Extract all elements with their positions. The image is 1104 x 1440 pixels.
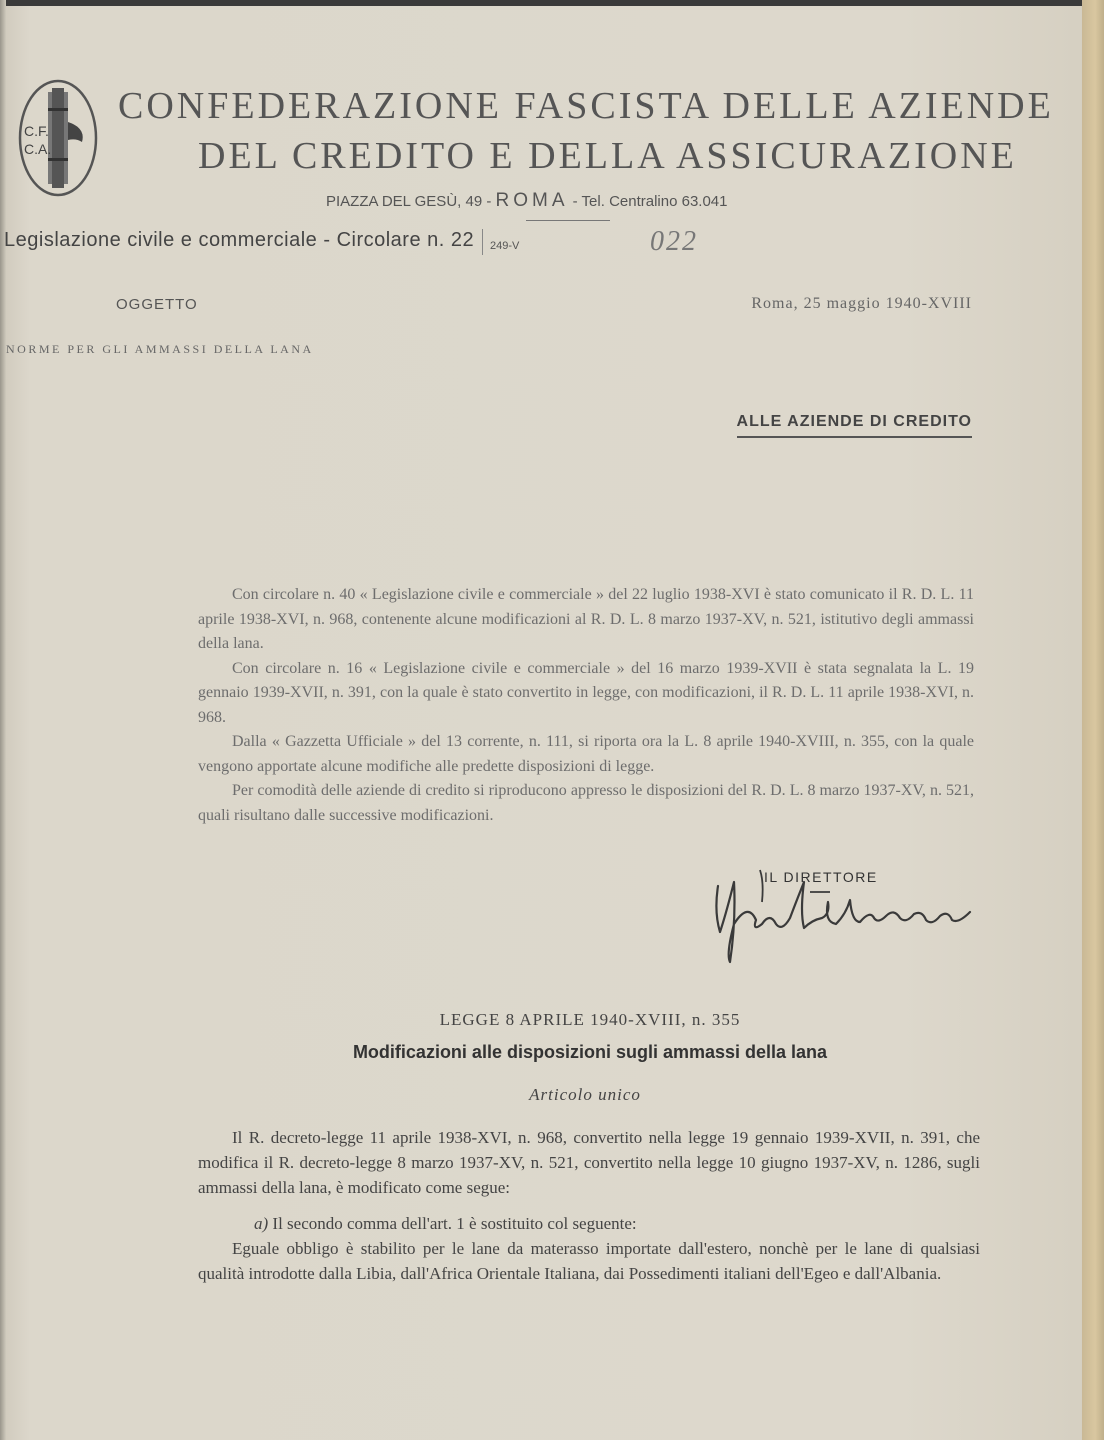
body-paragraph: Con circolare n. 16 « Legislazione civile e commerciale » del 16 marzo 1939-XVII è stata segnalata la L. 19 gennaio 1939-XVII, n. 391, con la quale è stato convertito in legge, con modificazioni, il R. D. L. 11 aprile 1938-XVI, n. 968. [198, 659, 974, 726]
letter-body [198, 583, 974, 828]
address-city: ROMA [495, 190, 569, 211]
clause-letter: a) [254, 1214, 269, 1233]
law-text [198, 1125, 980, 1286]
law-paragraph: Eguale obbligo è stabilito per le lane da materasso importate dall'estero, nonchè per le lane di qualsiasi qualità introdotte dalla Libia, dall'Africa Orientale Italiana, dai Possedimenti italiani dell'Egeo e dall'Albania. [198, 1239, 980, 1283]
law-clause [198, 1211, 980, 1236]
circular-divider [482, 229, 483, 255]
handwritten-signature [700, 862, 1000, 972]
organization-address [326, 190, 728, 212]
body-paragraph: Con circolare n. 40 « Legislazione civile e commerciale » del 22 luglio 1938-XVI è stato comunicato il R. D. L. 11 aprile 1938-XVI, n. 968, contenente alcune modificazioni al R. D. L. 8 marzo 1937-XV, n. 521, istitutivo degli ammassi della lana. [198, 586, 974, 652]
subject-text: NORME PER GLI AMMASSI DELLA LANA [6, 342, 314, 356]
scan-top-edge [0, 0, 1104, 6]
fasces-logo-icon [18, 78, 98, 198]
organization-name-line1: CONFEDERAZIONE FASCISTA DELLE AZIENDE [118, 85, 1054, 127]
document-date: Roma, 25 maggio 1940-XVIII [751, 295, 972, 312]
address-street: PIAZZA DEL GESÙ, 49 - [326, 193, 496, 210]
law-paragraph: Il R. decreto-legge 11 aprile 1938-XVI, n. 968, convertito nella legge 19 gennaio 1939-XVII, n. 391, che modifica il R. decreto-legge 8 marzo 1937-XV, n. 521, convertito nella legge 10 giugno 1937-XV, n. 1286, sugli ammassi della lana, è modificato come segue: [198, 1128, 980, 1197]
signature-title: IL DIRETTORE [764, 869, 878, 885]
clause-text: Il secondo comma dell'art. 1 è sostituito col seguente: [268, 1214, 637, 1233]
law-title: LEGGE 8 APRILE 1940-XVIII, n. 355 [439, 1010, 741, 1029]
circular-title: Legislazione civile e commerciale - Circolare n. 22 [4, 229, 475, 251]
recipient: ALLE AZIENDE DI CREDITO [737, 413, 972, 438]
svg-text:C.A.: C.A. [24, 141, 52, 157]
law-subtitle: Modificazioni alle disposizioni sugli ammassi della lana [352, 1042, 828, 1062]
page-edge [1082, 0, 1104, 1440]
article-heading: Articolo unico [529, 1085, 641, 1104]
body-paragraph: Per comodità delle aziende di credito si riproducono appresso le disposizioni del R. D. L. 8 marzo 1937-XV, n. 521, quali risultano dalle successive modificazioni. [198, 782, 974, 824]
body-paragraph: Dalla « Gazzetta Ufficiale » del 13 corrente, n. 111, si riporta ora la L. 8 aprile 1940-XVIII, n. 355, con la quale vengono apportate alcune modifiche alle predette disposizioni di legge. [198, 733, 974, 775]
handwritten-number: 022 [650, 226, 698, 257]
scan-left-edge [0, 0, 6, 1440]
address-underline [526, 220, 610, 221]
organization-name-line2: DEL CREDITO E DELLA ASSICURAZIONE [198, 135, 1017, 177]
svg-text:C.F.: C.F. [24, 123, 49, 139]
circular-code: 249-V [490, 240, 520, 252]
subject-label: OGGETTO [116, 296, 198, 313]
address-phone: - Tel. Centralino 63.041 [568, 193, 728, 210]
